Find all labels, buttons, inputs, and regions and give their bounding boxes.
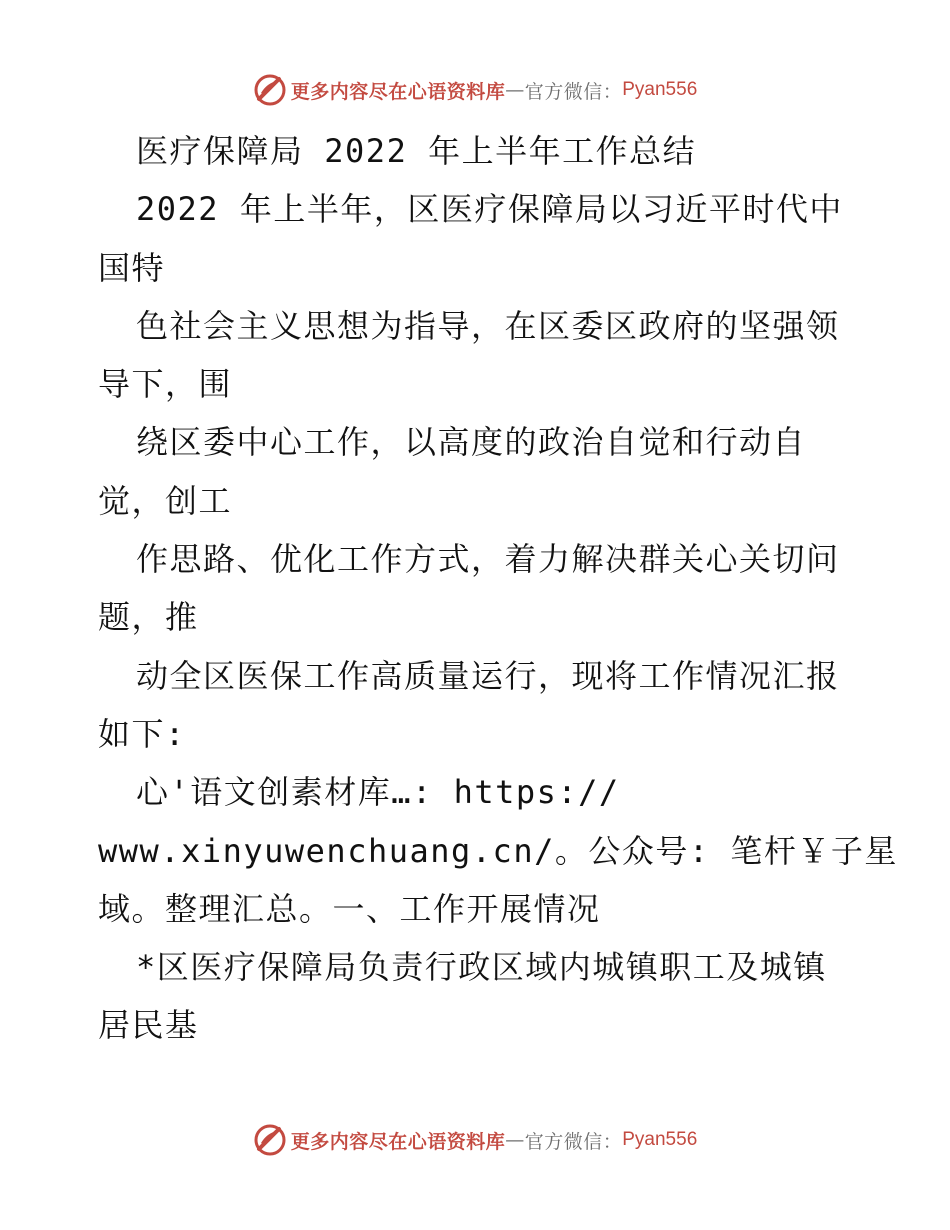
text-line: www.xinyuwenchuang.cn/。公众号: 笔杆￥子星 <box>98 831 898 870</box>
text-line: 如下: <box>98 714 186 753</box>
watermark-separator: — <box>505 79 525 101</box>
quill-logo-icon <box>253 73 287 107</box>
header-watermark <box>0 70 950 110</box>
watermark-separator: — <box>505 1129 525 1151</box>
watermark-suffix-text: 官方微信： <box>524 1130 623 1153</box>
watermark-brand-text: 更多内容尽在心语资料库 <box>290 80 506 103</box>
text-line: 居民基 <box>98 1006 199 1045</box>
watermark-wechat-id: Pyan556 <box>622 79 698 100</box>
text-line: 作思路、优化工作方式，着力解决群关心关切问 <box>136 540 840 579</box>
watermark-suffix-text: 官方微信： <box>524 80 623 103</box>
document-body <box>98 122 898 1055</box>
text-line: 动全区医保工作高质量运行，现将工作情况汇报 <box>136 656 840 695</box>
text-line: 色社会主义思想为指导，在区委区政府的坚强领 <box>136 306 840 345</box>
text-line: 心'语文创素材库…: https:// <box>136 773 620 812</box>
text-line: 导下，围 <box>98 365 233 404</box>
text-line: 国特 <box>98 248 166 287</box>
footer-watermark <box>0 1120 950 1160</box>
quill-logo-icon <box>253 1123 287 1157</box>
text-line: 觉，创工 <box>98 481 233 520</box>
watermark-brand-text: 更多内容尽在心语资料库 <box>290 1130 506 1153</box>
text-line: 题，推 <box>98 598 199 637</box>
text-line: *区医疗保障局负责行政区域内城镇职工及城镇 <box>136 948 827 987</box>
watermark-wechat-id: Pyan556 <box>622 1129 698 1150</box>
text-line: 2022 年上半年，区医疗保障局以习近平时代中 <box>136 190 843 229</box>
text-line: 域。整理汇总。一、工作开展情况 <box>98 889 601 928</box>
text-line: 绕区委中心工作，以高度的政治自觉和行动自 <box>136 423 807 462</box>
document-title: 医疗保障局 2022 年上半年工作总结 <box>136 132 697 170</box>
